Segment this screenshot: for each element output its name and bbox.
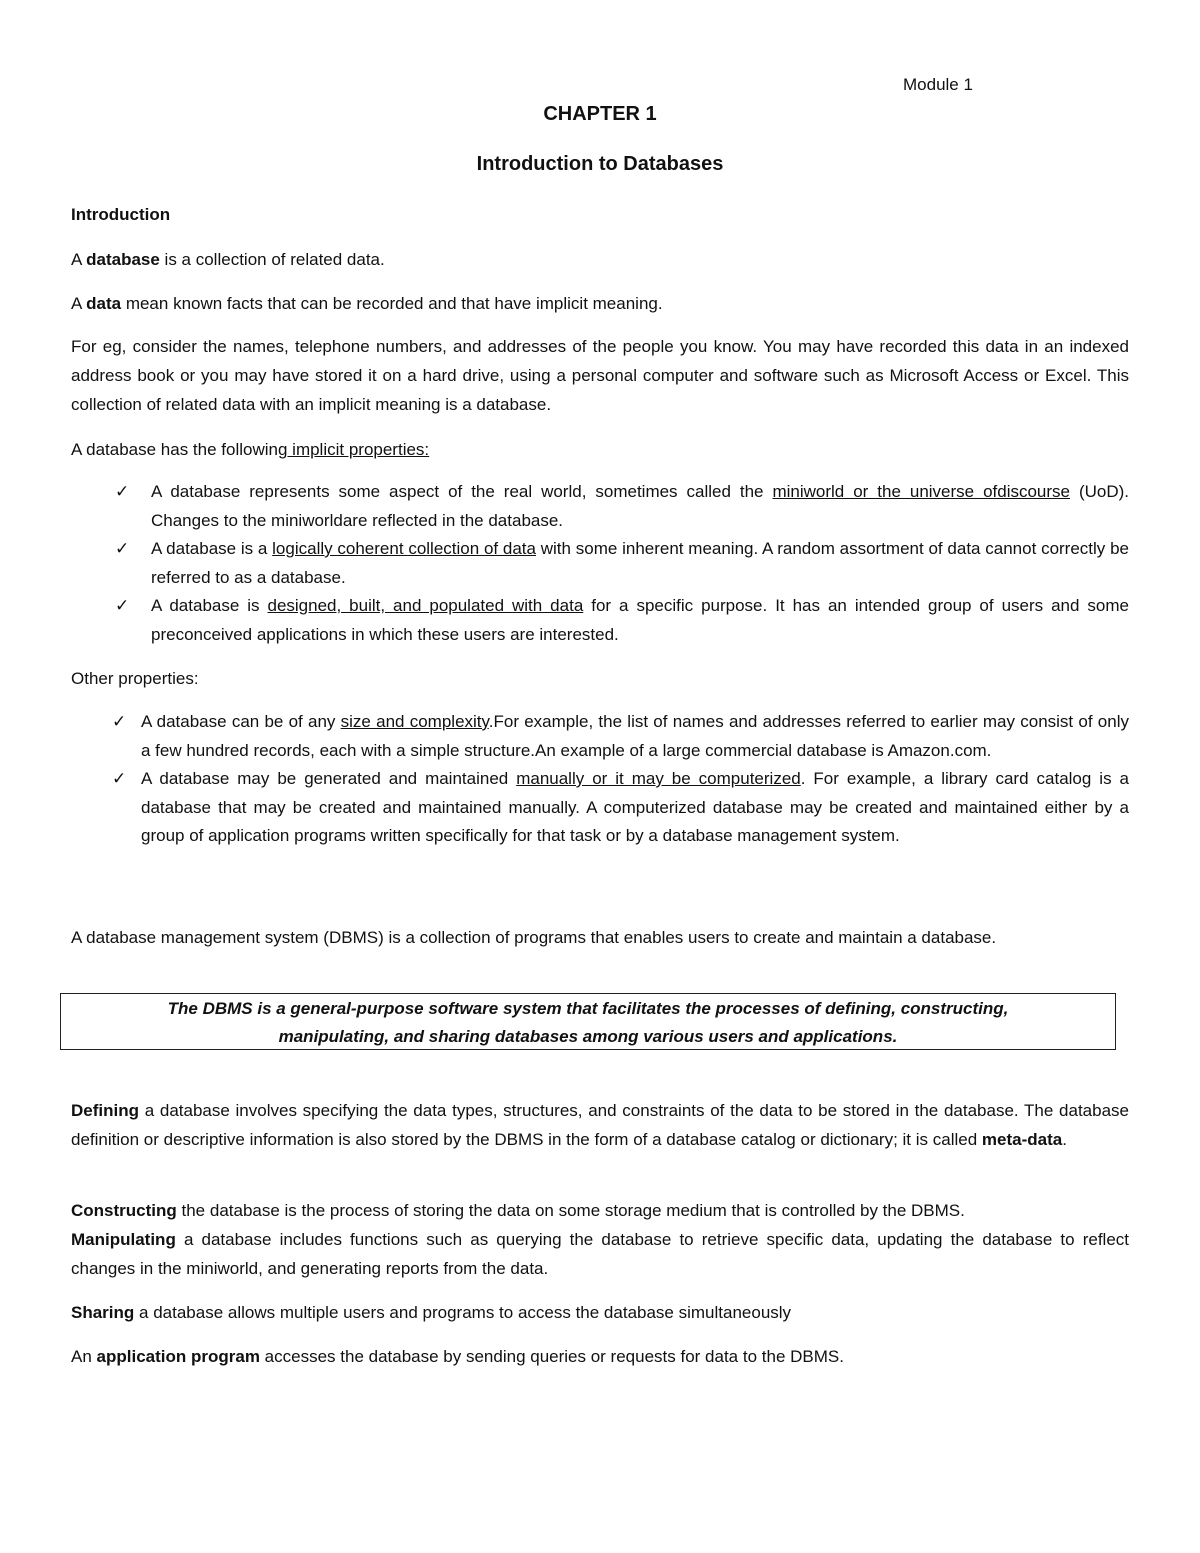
chapter-subtitle: Introduction to Databases xyxy=(476,153,724,175)
chapter-title: CHAPTER 1 xyxy=(543,103,657,125)
definition-data: A data mean known facts that can be recorded and that have implicit meaning. xyxy=(71,294,663,313)
list-item: ✓ A database is a logically coherent collection of data with some inherent meaning. A random assortment of data cannot correctly be referred to as a database. xyxy=(151,535,1129,592)
term-data: data xyxy=(86,294,122,313)
list-item: ✓ A database can be of any size and complexity.For example, the list of names and addresses referred to earlier may consist of only a few hundred records, each with a simple structure.An example of a large commercial database is Amazon.com. xyxy=(141,708,1129,765)
box-line-2: manipulating, and sharing databases among various users and applications. xyxy=(278,1027,898,1046)
list-item: ✓ A database represents some aspect of the real world, sometimes called the miniworld or the universe ofdiscourse (UoD). Changes to the miniworldare reflected in the database. xyxy=(151,478,1129,535)
term-database: database xyxy=(86,250,160,269)
defining-paragraph: Defining a database involves specifying the data types, structures, and constraints of the data to be stored in the database. The database definition or descriptive information is also stored by the DBMS in the form of a database catalog or dictionary; it is called meta-data. xyxy=(71,1101,1129,1149)
checkmark-icon: ✓ xyxy=(115,482,130,501)
definition-database: A database is a collection of related data. xyxy=(71,250,385,269)
constructing-paragraph: Constructing the database is the process of storing the data on some storage medium that is controlled by the DBMS. Manipulating a database includes functions such as querying the database to retrieve specific data, updating the database to reflect changes in the miniworld, and generating reports from the data. xyxy=(71,1201,1129,1278)
section-heading-introduction: Introduction xyxy=(71,205,171,224)
sharing-paragraph: Sharing a database allows multiple users and programs to access the database simultaneously xyxy=(71,1303,792,1322)
module-label: Module 1 xyxy=(903,75,973,94)
application-program-paragraph: An application program accesses the database by sending queries or requests for data to the DBMS. xyxy=(71,1347,844,1366)
list-item: ✓ A database is designed, built, and populated with data for a specific purpose. It has an intended group of users and some preconceived applications in which these users are interested. xyxy=(151,592,1129,649)
checkmark-icon: ✓ xyxy=(112,712,127,731)
checkmark-icon: ✓ xyxy=(115,596,130,615)
checkmark-icon: ✓ xyxy=(112,769,127,788)
example-paragraph: For eg, consider the names, telephone numbers, and addresses of the people you know. You may have recorded this data in an indexed address book or you may have stored it on a hard drive, using a personal computer and software such as Microsoft Access or Excel. This collection of related data with an implicit meaning is a database. xyxy=(71,337,1129,414)
implicit-properties-lead: A database has the following implicit properties: xyxy=(71,440,430,459)
other-properties-heading: Other properties: xyxy=(71,669,199,688)
other-properties-list xyxy=(112,708,1129,851)
box-line-1: The DBMS is a general-purpose software system that facilitates the processes of defining, constructing, xyxy=(167,999,1009,1018)
checkmark-icon: ✓ xyxy=(115,539,130,558)
list-item: ✓ A database may be generated and maintained manually or it may be computerized. For example, a library card catalog is a database that may be created and maintained manually. A computerized database may be created and maintained either by a group of application programs written specifically for that task or by a database management system. xyxy=(141,765,1129,851)
dbms-definition: A database management system (DBMS) is a collection of programs that enables users to create and maintain a database. xyxy=(71,928,997,947)
implicit-properties-list xyxy=(115,478,1130,649)
dbms-highlight-box xyxy=(60,993,1116,1050)
